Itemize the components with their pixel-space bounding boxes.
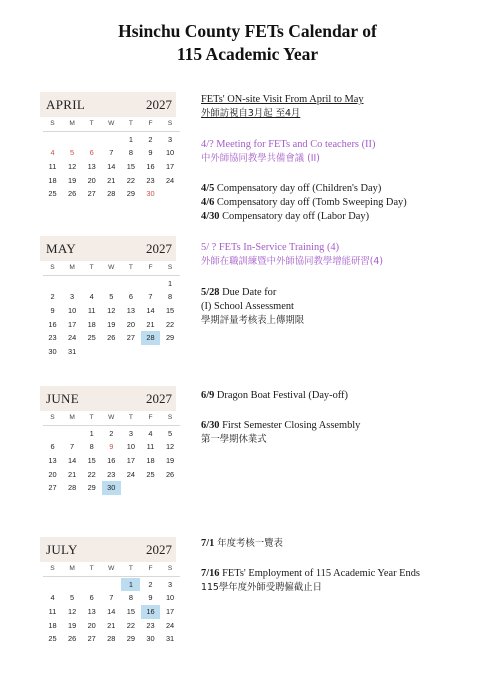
- calendar-day: 15: [87, 456, 96, 466]
- title-line-1: Hsinchu County FETs Calendar of: [118, 21, 377, 41]
- calendar-empty-cell: [121, 277, 140, 291]
- calendar-day: 2: [148, 134, 153, 144]
- calendar-day: 23: [146, 620, 155, 630]
- event-dragon-boat-text: Dragon Boat Festival (Day-off): [214, 390, 348, 401]
- event-july-1-text: 年度考核一覽表: [214, 538, 283, 549]
- weekday-label: T: [128, 414, 133, 421]
- calendar-day: 7: [148, 292, 153, 302]
- event-closing-text: First Semester Closing Assembly: [219, 420, 361, 431]
- calendar-grid: [43, 117, 176, 201]
- calendar-day: 21: [107, 175, 116, 185]
- weekday-label: W: [108, 264, 115, 271]
- calendar-day: 7: [70, 442, 75, 452]
- event-training-en: 5/ ? FETs In-Service Training (4): [201, 242, 340, 253]
- calendar-day: 4: [50, 148, 55, 158]
- calendar-day: 23: [48, 333, 57, 343]
- calendar-day: 28: [107, 189, 116, 199]
- event-due-date-line2: (I) School Assessment: [201, 301, 294, 312]
- calendar-day: 13: [48, 456, 57, 466]
- calendar-day: 1: [121, 578, 140, 592]
- event-april-visit-zh: 外師訪視自3月起 至4月: [201, 108, 301, 119]
- event-dragon-boat-date: 6/9: [201, 390, 215, 401]
- calendar-day: 5: [70, 148, 75, 158]
- calendar-day: 12: [67, 607, 77, 617]
- calendar-day: 30: [102, 481, 121, 495]
- event-july-16-date: 7/16: [201, 568, 220, 579]
- calendar-day: 31: [165, 634, 175, 644]
- calendar-day: 28: [141, 331, 160, 345]
- calendar-day: 27: [87, 189, 96, 199]
- event-comp-1-text: Compensatory day off (Children's Day): [214, 183, 382, 194]
- calendar-day: 24: [126, 469, 135, 479]
- weekday-label: T: [128, 264, 133, 271]
- calendar-day: 13: [87, 162, 96, 172]
- calendar-day: 15: [126, 607, 135, 617]
- calendar-day: 26: [165, 469, 175, 479]
- calendar-day: 22: [126, 620, 135, 630]
- weekday-label: T: [128, 120, 133, 127]
- calendar-day: 3: [70, 292, 75, 302]
- weekday-label: T: [89, 264, 94, 271]
- calendar-day: 21: [67, 469, 77, 479]
- event-comp-3: [201, 210, 407, 224]
- calendar-day: 29: [126, 189, 135, 199]
- calendar-empty-cell: [63, 133, 82, 147]
- event-july-16: [201, 567, 420, 595]
- calendar-header: [40, 537, 176, 562]
- event-meeting-zh: 中外師協同教學共備會議 (II): [201, 153, 320, 164]
- calendar-day: 11: [146, 442, 155, 452]
- calendar-day: 25: [146, 469, 155, 479]
- event-july-16-zh: 115學年度外師受聘僱截止日: [201, 582, 323, 593]
- calendar-day: 11: [48, 162, 57, 172]
- event-compensatory-days: [201, 182, 407, 224]
- event-due-date-date: 5/28: [201, 287, 220, 298]
- calendar-day: 24: [165, 175, 175, 185]
- calendar-empty-cell: [121, 481, 140, 495]
- calendar-day: 13: [126, 306, 135, 316]
- calendar-day: 16: [48, 319, 57, 329]
- calendar-divider: [43, 425, 180, 426]
- calendar-grid: [43, 261, 176, 359]
- calendar-month-label: MAY: [46, 241, 77, 256]
- calendar-day: 1: [128, 134, 133, 144]
- calendar-april: [40, 92, 176, 201]
- weekday-label: F: [148, 414, 153, 421]
- calendar-day: 30: [146, 189, 155, 199]
- event-training-zh: 外師在職訓練暨中外師協同教學增能研習(4): [201, 256, 384, 267]
- calendar-day: 20: [48, 469, 57, 479]
- calendar-day: 12: [107, 306, 116, 316]
- calendar-empty-cell: [102, 133, 121, 147]
- calendar-day: 18: [48, 620, 57, 630]
- calendar-day: 7: [109, 148, 114, 158]
- calendar-day: 25: [48, 189, 57, 199]
- calendar-day: 30: [48, 347, 57, 357]
- calendar-day: 19: [67, 620, 77, 630]
- calendar-day: 27: [87, 634, 96, 644]
- weekday-label: S: [167, 565, 173, 572]
- weekday-label: T: [89, 565, 94, 572]
- calendar-empty-cell: [82, 578, 101, 592]
- calendar-divider: [43, 576, 180, 577]
- event-due-date: [201, 286, 304, 328]
- calendar-day: 13: [87, 607, 96, 617]
- calendar-year-label: 2027: [146, 391, 172, 406]
- calendar-day: 6: [89, 148, 94, 158]
- weekday-label: M: [69, 264, 75, 271]
- calendar-day: 17: [165, 162, 175, 172]
- weekday-label: F: [148, 565, 153, 572]
- calendar-month-label: JUNE: [46, 391, 79, 406]
- calendar-day: 20: [126, 319, 135, 329]
- event-comp-1: [201, 182, 407, 196]
- calendar-day: 17: [67, 319, 77, 329]
- calendar-empty-cell: [141, 481, 160, 495]
- calendar-day: 5: [168, 428, 173, 438]
- calendar-day: 23: [107, 469, 116, 479]
- calendar-empty-cell: [161, 345, 180, 359]
- calendar-day: 22: [87, 469, 96, 479]
- event-closing-date: 6/30: [201, 420, 220, 431]
- weekday-label: M: [69, 120, 75, 127]
- calendar-empty-cell: [43, 427, 62, 441]
- calendar-day: 17: [126, 456, 135, 466]
- calendar-day: 24: [67, 333, 77, 343]
- calendar-day: 2: [50, 292, 55, 302]
- event-dragon-boat: [201, 389, 348, 403]
- calendar-day: 2: [109, 428, 114, 438]
- calendar-empty-cell: [82, 277, 101, 291]
- weekday-label: S: [50, 414, 55, 421]
- weekday-label: W: [108, 120, 115, 127]
- calendar-day: 22: [165, 319, 175, 329]
- calendar-day: 18: [48, 175, 57, 185]
- calendar-day: 10: [165, 593, 175, 603]
- calendar-month-label: APRIL: [46, 97, 86, 112]
- calendar-day: 29: [165, 333, 175, 343]
- calendar-day: 18: [146, 456, 155, 466]
- calendar-day: 24: [165, 620, 175, 630]
- calendar-day: 19: [107, 319, 116, 329]
- event-comp-3-date: 4/30: [201, 211, 220, 222]
- calendar-day: 15: [126, 162, 135, 172]
- calendar-day: 5: [109, 292, 114, 302]
- event-july-16-text: FETs' Employment of 115 Academic Year Ends: [219, 568, 420, 579]
- calendar-day: 11: [87, 306, 96, 316]
- calendar-day: 20: [87, 175, 96, 185]
- weekday-label: S: [50, 264, 55, 271]
- calendar-day: 30: [146, 634, 155, 644]
- calendar-day: 8: [128, 148, 133, 158]
- calendar-day: 6: [128, 292, 133, 302]
- calendar-empty-cell: [63, 277, 82, 291]
- calendar-day: 15: [165, 306, 175, 316]
- event-comp-3-text: Compensatory day off (Labor Day): [219, 211, 370, 222]
- calendar-day: 10: [165, 148, 175, 158]
- weekday-label: F: [148, 120, 153, 127]
- weekday-label: S: [50, 565, 55, 572]
- calendar-day: 4: [50, 593, 55, 603]
- weekday-label: F: [148, 264, 153, 271]
- calendar-day: 29: [126, 634, 135, 644]
- calendar-day: 9: [148, 593, 153, 603]
- calendar-day: 16: [141, 605, 160, 619]
- calendar-year-label: 2027: [146, 97, 172, 112]
- calendar-day: 14: [67, 456, 77, 466]
- calendar-day: 28: [67, 483, 77, 493]
- event-july-1: [201, 537, 283, 551]
- calendar-month-label: JULY: [46, 542, 78, 557]
- calendar-empty-cell: [43, 578, 62, 592]
- page-title: [0, 20, 495, 66]
- calendar-grid: [43, 411, 176, 495]
- calendar-day: 3: [168, 134, 173, 144]
- calendar-day: 10: [67, 306, 77, 316]
- calendar-empty-cell: [102, 578, 121, 592]
- calendar-empty-cell: [121, 345, 140, 359]
- calendar-empty-cell: [43, 133, 62, 147]
- weekday-label: T: [128, 565, 133, 572]
- weekday-label: S: [50, 120, 55, 127]
- calendar-empty-cell: [102, 345, 121, 359]
- calendar-day: 26: [107, 333, 116, 343]
- calendar-empty-cell: [82, 133, 101, 147]
- calendar-day: 22: [126, 175, 135, 185]
- weekday-label: M: [69, 565, 75, 572]
- calendar-day: 21: [107, 620, 116, 630]
- calendar-day: 9: [50, 306, 55, 316]
- calendar-day: 17: [165, 607, 175, 617]
- calendar-day: 7: [109, 593, 114, 603]
- calendar-day: 25: [87, 333, 96, 343]
- weekday-label: S: [167, 120, 173, 127]
- calendar-day: 29: [87, 483, 96, 493]
- calendar-day: 6: [89, 593, 94, 603]
- calendar-day: 14: [107, 162, 116, 172]
- weekday-label: T: [89, 414, 94, 421]
- weekday-label: S: [167, 414, 173, 421]
- calendar-day: 11: [48, 607, 57, 617]
- calendar-grid: [43, 562, 176, 646]
- event-closing-zh: 第一學期休業式: [201, 434, 267, 445]
- weekday-label: W: [108, 414, 115, 421]
- calendar-empty-cell: [102, 277, 121, 291]
- calendar-divider: [43, 275, 180, 276]
- calendar-empty-cell: [63, 578, 82, 592]
- calendar-day: 5: [70, 593, 75, 603]
- calendar-day: 21: [146, 319, 155, 329]
- event-comp-2-text: Compensatory day off (Tomb Sweeping Day): [214, 197, 407, 208]
- weekday-label: T: [89, 120, 94, 127]
- calendar-may: [40, 236, 176, 359]
- calendar-day: 25: [48, 634, 57, 644]
- calendar-day: 23: [146, 175, 155, 185]
- calendar-empty-cell: [141, 277, 160, 291]
- calendar-empty-cell: [161, 187, 180, 201]
- calendar-day: 19: [67, 175, 77, 185]
- event-closing-assembly: [201, 419, 360, 447]
- weekday-label: M: [69, 414, 75, 421]
- calendar-day: 4: [148, 428, 153, 438]
- calendar-day: 8: [168, 292, 173, 302]
- weekday-label: W: [108, 565, 115, 572]
- event-april-visit: [201, 93, 364, 121]
- calendar-day: 6: [50, 442, 55, 452]
- event-comp-2-date: 4/6: [201, 197, 215, 208]
- calendar-year-label: 2027: [146, 542, 172, 557]
- calendar-day: 12: [165, 442, 175, 452]
- calendar-june: [40, 386, 176, 495]
- event-comp-1-date: 4/5: [201, 183, 215, 194]
- calendar-empty-cell: [63, 427, 82, 441]
- calendar-july: [40, 537, 176, 646]
- calendar-day: 16: [107, 456, 116, 466]
- calendar-day: 3: [168, 579, 173, 589]
- calendar-day: 28: [107, 634, 116, 644]
- calendar-header: [40, 386, 176, 411]
- calendar-day: 16: [146, 162, 155, 172]
- calendar-empty-cell: [141, 345, 160, 359]
- calendar-day: 27: [126, 333, 135, 343]
- calendar-day: 8: [128, 593, 133, 603]
- calendar-empty-cell: [82, 345, 101, 359]
- calendar-day: 26: [67, 189, 77, 199]
- calendar-day: 1: [89, 428, 94, 438]
- calendar-year-label: 2027: [146, 241, 172, 256]
- weekday-label: S: [167, 264, 173, 271]
- calendar-day: 27: [48, 483, 57, 493]
- event-april-visit-en: FETs' ON-site Visit From April to May: [201, 94, 364, 105]
- calendar-day: 9: [148, 148, 153, 158]
- calendar-empty-cell: [43, 277, 62, 291]
- calendar-day: 18: [87, 319, 96, 329]
- calendar-divider: [43, 131, 180, 132]
- calendar-day: 2: [148, 579, 153, 589]
- calendar-day: 3: [128, 428, 133, 438]
- calendar-empty-cell: [161, 481, 180, 495]
- event-due-date-text: Due Date for: [219, 287, 277, 298]
- calendar-day: 14: [146, 306, 155, 316]
- calendar-day: 12: [67, 162, 77, 172]
- calendar-day: 9: [109, 442, 114, 452]
- event-comp-2: [201, 196, 407, 210]
- event-due-date-zh: 學期評量考核表上傳期限: [201, 315, 305, 326]
- event-july-1-date: 7/1: [201, 538, 215, 549]
- calendar-header: [40, 92, 176, 117]
- calendar-day: 20: [87, 620, 96, 630]
- calendar-day: 4: [89, 292, 94, 302]
- calendar-day: 26: [67, 634, 77, 644]
- calendar-day: 1: [168, 278, 173, 288]
- event-meeting: [201, 138, 375, 166]
- event-training: [201, 241, 383, 269]
- calendar-day: 31: [67, 347, 77, 357]
- calendar-day: 14: [107, 607, 116, 617]
- calendar-day: 10: [126, 442, 135, 452]
- calendar-header: [40, 236, 176, 261]
- calendar-day: 19: [165, 456, 175, 466]
- calendar-day: 8: [89, 442, 94, 452]
- title-line-2: 115 Academic Year: [176, 44, 319, 64]
- event-meeting-en: 4/? Meeting for FETs and Co teachers (II): [201, 139, 376, 150]
